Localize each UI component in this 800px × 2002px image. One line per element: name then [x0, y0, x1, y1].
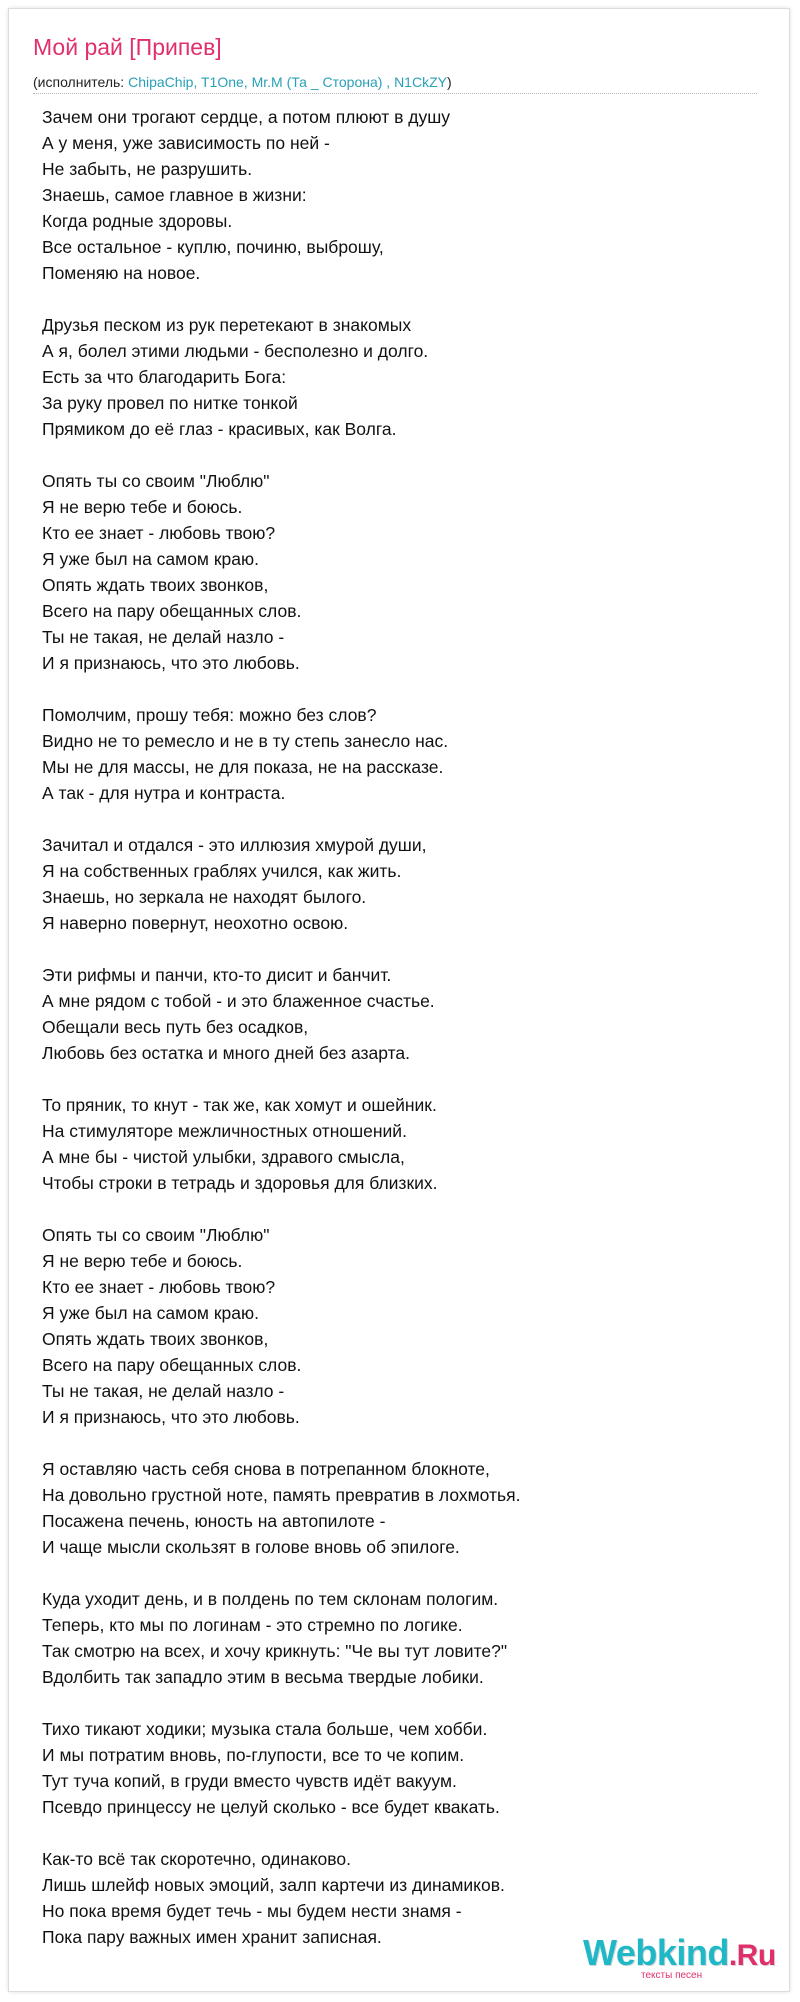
- lyric-line: Всего на пару обещанных слов.: [42, 601, 302, 621]
- site-logo[interactable]: [583, 1932, 778, 1980]
- lyric-line: Друзья песком из рук перетекают в знакомых: [42, 315, 412, 335]
- lyric-line: Чтобы строки в тетрадь и здоровья для близких.: [42, 1173, 438, 1193]
- lyric-line: Все остальное - куплю, починю, выброшу,: [42, 237, 384, 257]
- lyric-line: А так - для нутра и контраста.: [42, 783, 286, 803]
- lyric-line: Поменяю на новое.: [42, 263, 201, 283]
- lyric-stanza: [42, 1716, 762, 1820]
- lyric-line: А мне бы - чистой улыбки, здравого смысла,: [42, 1147, 405, 1167]
- lyric-line: Не забыть, не разрушить.: [42, 159, 253, 179]
- lyric-line: И чаще мысли скользят в голове вновь об эпилоге.: [42, 1537, 460, 1557]
- lyric-line: Как-то всё так скоротечно, одинаково.: [42, 1849, 351, 1869]
- lyric-line: Кто ее знает - любовь твою?: [42, 1277, 276, 1297]
- lyric-line: Но пока время будет течь - мы будем нести знамя -: [42, 1901, 462, 1921]
- lyric-line: Псевдо принцессу не целуй сколько - все будет квакать.: [42, 1797, 500, 1817]
- lyric-line: Эти рифмы и панчи, кто-то дисит и банчит.: [42, 965, 392, 985]
- lyric-stanza: [42, 962, 762, 1066]
- lyric-line: Теперь, кто мы по логинам - это стремно по логике.: [42, 1615, 463, 1635]
- lyric-line: Пока пару важных имен хранит записная.: [42, 1927, 382, 1947]
- lyric-stanza: [42, 104, 762, 286]
- lyric-line: Зачитал и отдался - это иллюзия хмурой души,: [42, 835, 427, 855]
- artist-prefix: (исполнитель:: [33, 74, 129, 90]
- lyric-line: Тут туча копий, в груди вместо чувств идёт вакуум.: [42, 1771, 457, 1791]
- lyric-line: Тихо тикают ходики; музыка стала больше, чем хобби.: [42, 1719, 488, 1739]
- lyric-line: Знаешь, самое главное в жизни:: [42, 185, 307, 205]
- lyric-line: А мне рядом с тобой - и это блаженное счастье.: [42, 991, 435, 1011]
- song-title: Мой рай [Припев]: [33, 34, 222, 60]
- artist-suffix: ): [446, 74, 452, 90]
- lyric-line: Куда уходит день, и в полдень по тем склонам пологим.: [42, 1589, 499, 1609]
- lyric-line: То пряник, то кнут - так же, как хомут и ошейник.: [42, 1095, 437, 1115]
- lyric-line: А я, болел этими людьми - бесполезно и долго.: [42, 341, 429, 361]
- lyric-line: Знаешь, но зеркала не находят былого.: [42, 887, 367, 907]
- lyric-stanza: [42, 1222, 762, 1430]
- lyric-line: Любовь без остатка и много дней без азарта.: [42, 1043, 411, 1063]
- lyric-stanza: [42, 1456, 762, 1560]
- artist-line: [33, 74, 452, 90]
- lyric-line: Опять ты со своим "Люблю": [42, 1225, 270, 1245]
- lyric-line: Вдолбить так западло этим в весьма твердые лобики.: [42, 1667, 484, 1687]
- lyric-line: Опять ты со своим "Люблю": [42, 471, 270, 491]
- lyric-stanza: [42, 312, 762, 442]
- lyric-line: И мы потратим вновь, по-глупости, все то че копим.: [42, 1745, 465, 1765]
- lyric-line: Есть за что благодарить Бога:: [42, 367, 287, 387]
- lyric-line: Ты не такая, не делай назло -: [42, 1381, 285, 1401]
- artist-link[interactable]: ChipaChip, T1One, Mr.M (Та _ Сторона) , N1CkZY: [128, 74, 447, 90]
- lyrics-body: [42, 104, 762, 1976]
- lyric-line: Я уже был на самом краю.: [42, 1303, 259, 1323]
- lyric-line: За руку провел по нитке тонкой: [42, 393, 298, 413]
- lyric-stanza: [42, 468, 762, 676]
- lyric-line: Опять ждать твоих звонков,: [42, 575, 269, 595]
- lyric-line: Ты не такая, не делай назло -: [42, 627, 285, 647]
- lyric-line: Зачем они трогают сердце, а потом плюют в душу: [42, 107, 451, 127]
- lyric-line: На довольно грустной ноте, память превратив в лохмотья.: [42, 1485, 521, 1505]
- lyric-line: Лишь шлейф новых эмоций, залп картечи из динамиков.: [42, 1875, 505, 1895]
- lyric-line: Я оставляю часть себя снова в потрепанном блокноте,: [42, 1459, 490, 1479]
- logo-tagline: тексты песен: [641, 1970, 703, 1981]
- lyric-line: Кто ее знает - любовь твою?: [42, 523, 276, 543]
- lyric-line: А у меня, уже зависимость по ней -: [42, 133, 330, 153]
- lyric-line: Посажена печень, юность на автопилоте -: [42, 1511, 386, 1531]
- lyric-line: Я не верю тебе и боюсь.: [42, 1251, 243, 1271]
- lyric-line: Так смотрю на всех, и хочу крикнуть: "Че вы тут ловите?": [42, 1641, 508, 1661]
- lyric-line: И я признаюсь, что это любовь.: [42, 1407, 300, 1427]
- lyric-line: Помолчим, прошу тебя: можно без слов?: [42, 705, 377, 725]
- lyric-line: И я признаюсь, что это любовь.: [42, 653, 300, 673]
- lyric-stanza: [42, 702, 762, 806]
- lyric-line: Я наверно повернут, неохотно освою.: [42, 913, 349, 933]
- lyric-line: Я уже был на самом краю.: [42, 549, 259, 569]
- lyric-stanza: [42, 1092, 762, 1196]
- divider: [33, 93, 757, 94]
- lyric-line: Всего на пару обещанных слов.: [42, 1355, 302, 1375]
- lyric-line: Видно не то ремесло и не в ту степь занесло нас.: [42, 731, 449, 751]
- lyric-stanza: [42, 832, 762, 936]
- lyric-line: Я на собственных граблях учился, как жить.: [42, 861, 402, 881]
- lyric-line: Я не верю тебе и боюсь.: [42, 497, 243, 517]
- lyric-line: Обещали весь путь без осадков,: [42, 1017, 309, 1037]
- logo-tld: .Ru: [728, 1939, 776, 1972]
- lyric-line: Когда родные здоровы.: [42, 211, 233, 231]
- lyric-stanza: [42, 1586, 762, 1690]
- lyric-line: На стимуляторе межличностных отношений.: [42, 1121, 407, 1141]
- lyric-line: Прямиком до её глаз - красивых, как Волга.: [42, 419, 397, 439]
- lyric-line: Мы не для массы, не для показа, не на рассказе.: [42, 757, 444, 777]
- logo-wordmark: [583, 1932, 776, 1974]
- lyric-line: Опять ждать твоих звонков,: [42, 1329, 269, 1349]
- logo-word: Webkind: [583, 1932, 729, 1973]
